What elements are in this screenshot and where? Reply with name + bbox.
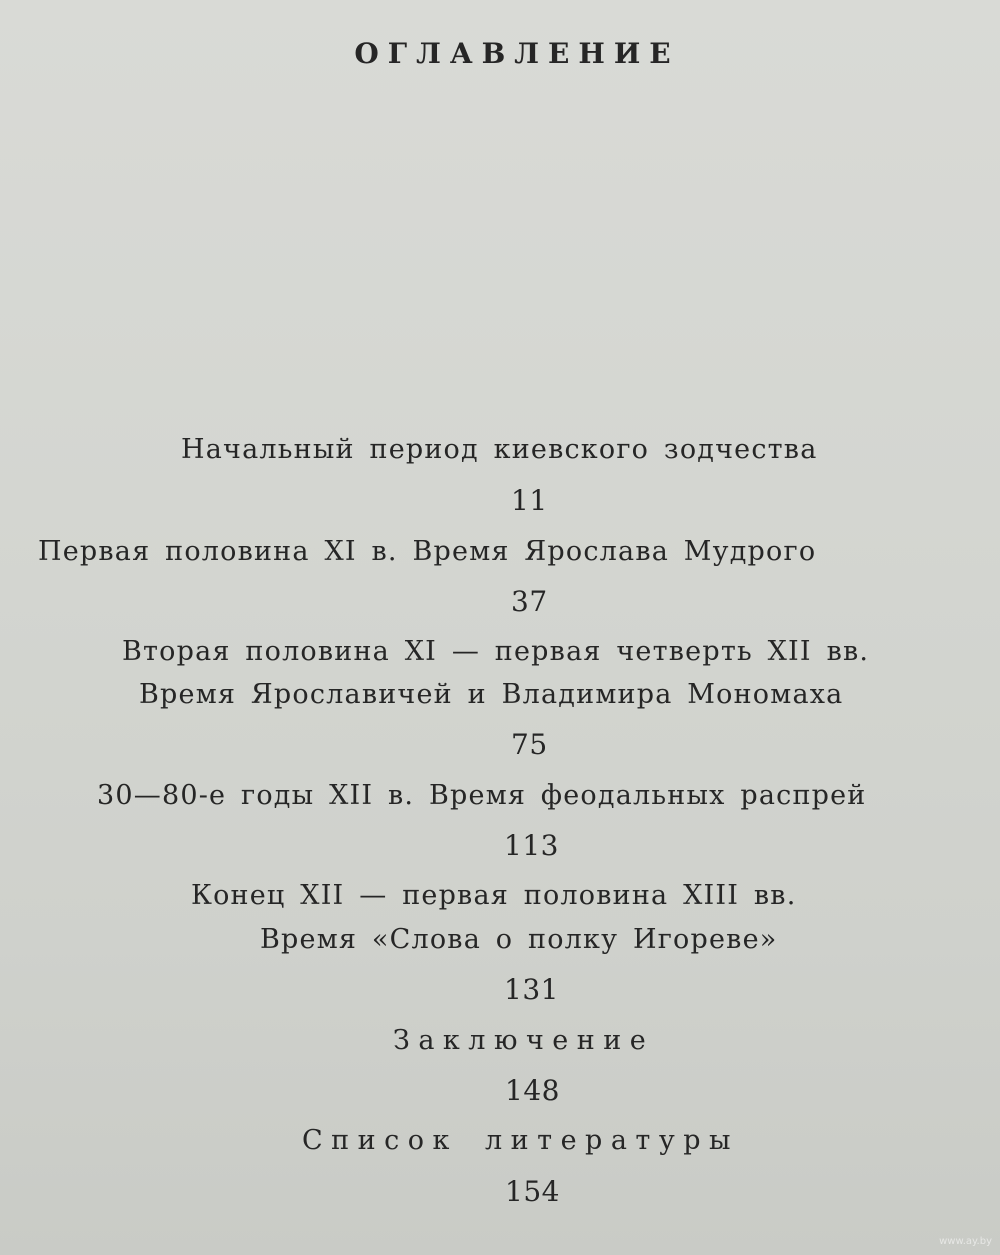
page-title: ОГЛАВЛЕНИЕ [354, 37, 680, 70]
toc-entry-page-number: 113 [504, 829, 559, 862]
toc-entry-page-number: 131 [504, 973, 559, 1006]
toc-entry-title: Первая половина XI в. Время Ярослава Мудрого [38, 536, 817, 567]
toc-entry-title: Время Ярославичей и Владимира Мономаха [139, 679, 844, 710]
toc-entry-title: Вторая половина XI — первая четверть XII вв. [122, 636, 870, 667]
toc-entry-page-number: 148 [505, 1074, 560, 1107]
toc-entry-page-number: 11 [511, 484, 548, 517]
watermark: www.ay.by [939, 1236, 992, 1247]
toc-entry-title: Время «Слова о полку Игореве» [260, 924, 778, 955]
toc-entry-page-number: 154 [505, 1175, 560, 1208]
toc-entry-title: Конец XII — первая половина XIII вв. [191, 880, 797, 911]
toc-entry-page-number: 75 [511, 728, 548, 761]
toc-entry-title: Начальный период киевского зодчества [181, 434, 818, 465]
toc-entry-title: Список литературы [302, 1125, 740, 1156]
toc-entry-page-number: 37 [511, 585, 548, 618]
toc-entry-title: Заключение [393, 1025, 655, 1056]
toc-entry-title: 30—80-е годы XII в. Время феодальных распрей [97, 780, 867, 811]
